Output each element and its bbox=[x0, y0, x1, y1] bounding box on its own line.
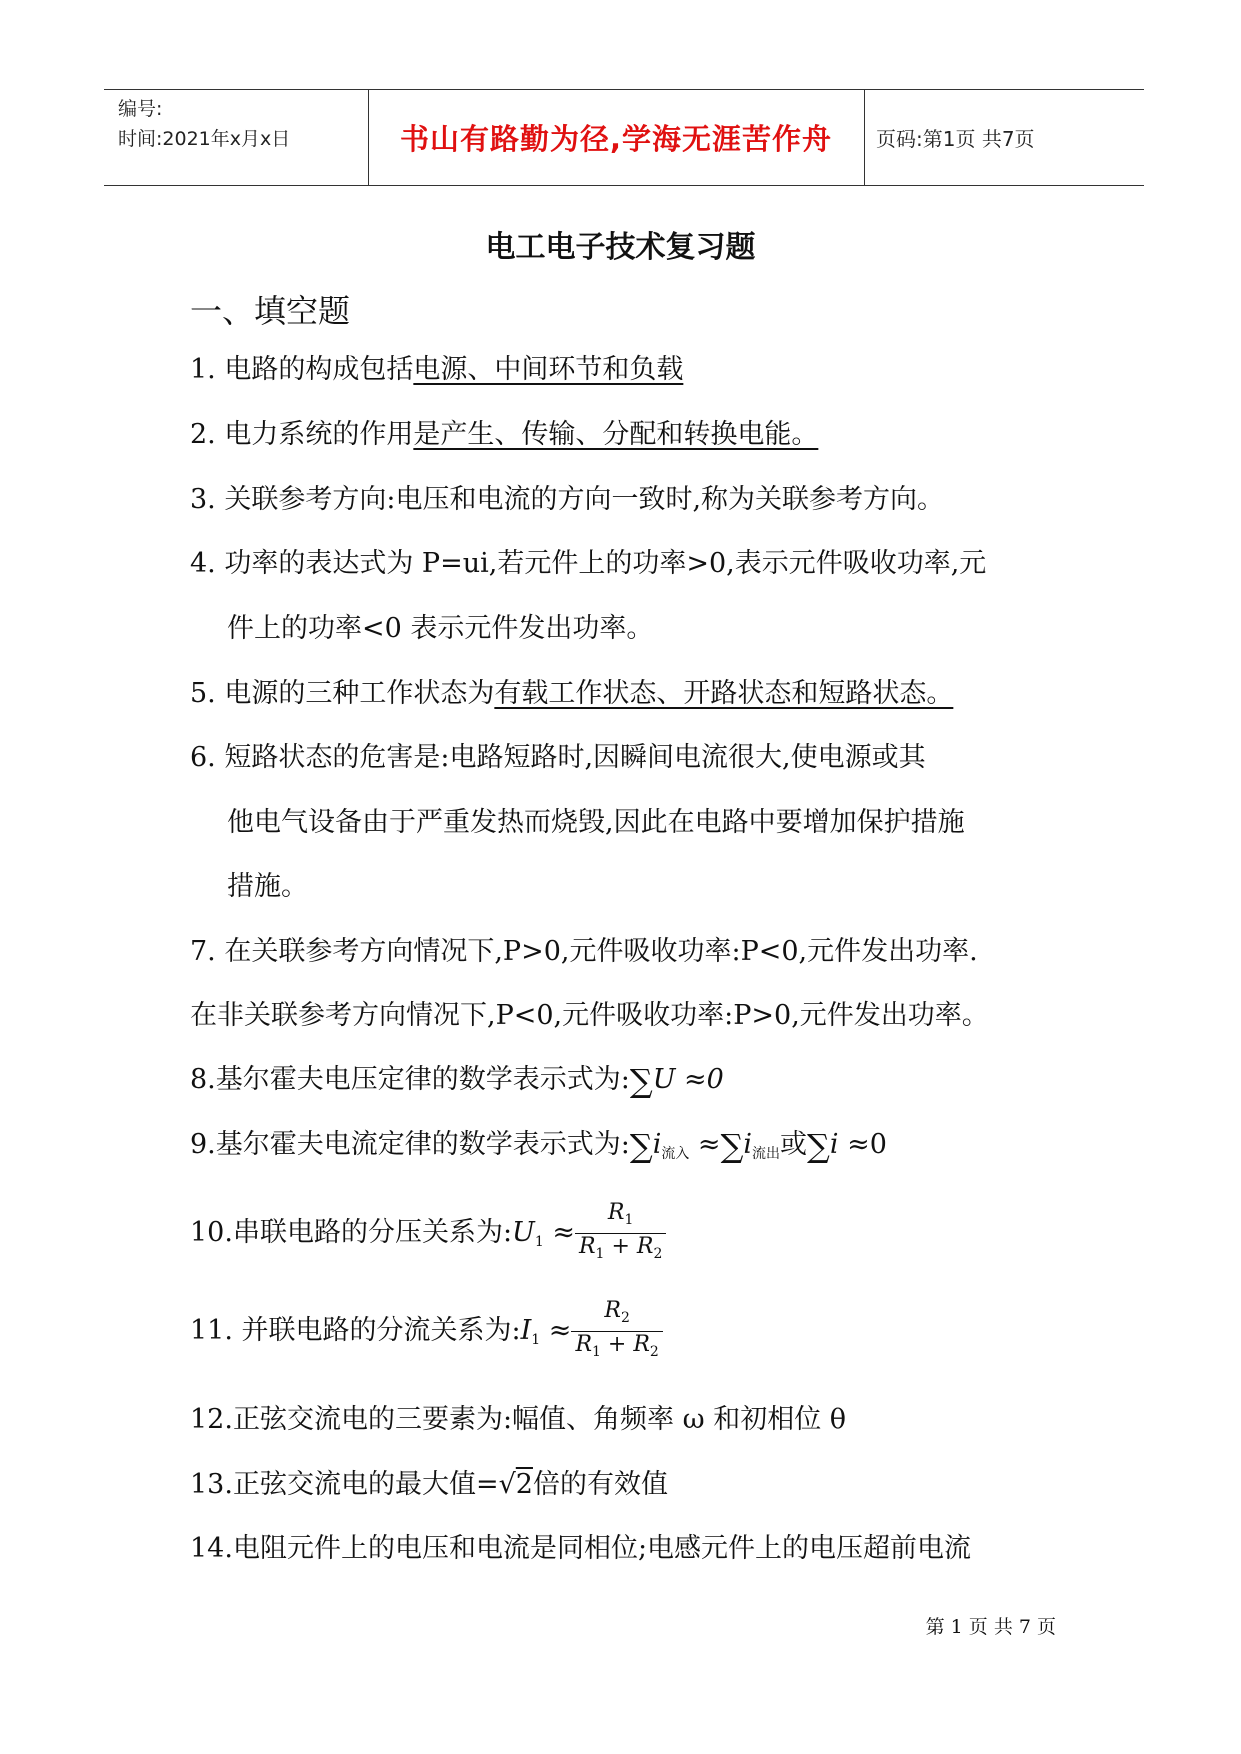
page-title: 电工电子技术复习题 bbox=[485, 230, 756, 265]
question-text: 1. 电路的构成包括 bbox=[190, 354, 414, 385]
formula-lhs: $U_1$ ≈ bbox=[512, 1217, 575, 1250]
question-text: 10.串联电路的分压关系为: bbox=[190, 1217, 513, 1248]
question-9: 9.基尔霍夫电流定律的数学表示式为$:\sum i_{流入} \approx\sum i_{流出}$或∑i ≈0 bbox=[190, 1127, 887, 1165]
header-motto: 书山有路勤为径,学海无涯苦作舟 bbox=[399, 122, 833, 156]
question-12: 12.正弦交流电的三要素为:幅值、角频率 ω 和初相位 θ bbox=[190, 1404, 847, 1435]
header-page-label: 页码:第1页 共7页 bbox=[876, 127, 1035, 151]
or-text: 或 bbox=[780, 1129, 808, 1160]
sum-symbol: ∑ bbox=[629, 1062, 653, 1100]
question-14: 14.电阻元件上的电压和电流是同相位;电感元件上的电压超前电流 bbox=[190, 1533, 972, 1564]
question-5 bbox=[190, 677, 953, 711]
question-text: 11. 并联电路的分流关系为: bbox=[190, 1315, 521, 1346]
time-label: 时间:2021年x月x日 bbox=[118, 128, 291, 150]
question-text: 13.正弦交流电的最大值= bbox=[190, 1469, 499, 1500]
section-title: 一、填空题 bbox=[190, 292, 351, 330]
question-13 bbox=[190, 1468, 668, 1502]
answer-underlined: 有载工作状态、开路状态和短路状态。 bbox=[494, 678, 954, 709]
fraction: $\frac{R_2}{R_1 + R_2}$ bbox=[571, 1298, 662, 1365]
question-text: 9.基尔霍夫电流定律的数学表示式为: bbox=[190, 1129, 630, 1160]
question-text: 8.基尔霍夫电压定律的数学表示式为: bbox=[190, 1064, 630, 1095]
question-text: 倍的有效值 bbox=[532, 1469, 668, 1500]
formula-lhs: $I_1$ ≈ bbox=[520, 1315, 572, 1348]
question-7-line-1: 7. 在关联参考方向情况下,P>0,元件吸收功率:P<0,元件发出功率. bbox=[190, 936, 978, 967]
question-4-line-2: 件上的功率<0 表示元件发出功率。 bbox=[227, 613, 654, 644]
question-11 bbox=[190, 1298, 663, 1370]
question-text: 5. 电源的三种工作状态为 bbox=[190, 678, 495, 709]
subscript-in: 流入 bbox=[661, 1146, 690, 1162]
document-header bbox=[104, 89, 1144, 186]
header-meta bbox=[118, 94, 358, 154]
question-1 bbox=[190, 353, 683, 387]
header-divider bbox=[864, 90, 865, 185]
question-7-line-2: 在非关联参考方向情况下,P<0,元件吸收功率:P>0,元件发出功率。 bbox=[190, 1000, 989, 1031]
number-label: 编号: bbox=[118, 98, 163, 120]
question-6-line-2: 他电气设备由于严重发热而烧毁,因此在电路中要增加保护措施 bbox=[227, 807, 965, 838]
page-footer: 第 1 页 共 7 页 bbox=[925, 1616, 1056, 1638]
question-text: 2. 电力系统的作用 bbox=[190, 419, 414, 450]
question-10 bbox=[190, 1200, 666, 1272]
question-6-line-1: 6. 短路状态的危害是:电路短路时,因瞬间电流很大,使电源或其 bbox=[190, 742, 926, 773]
fraction: $\frac{R_1}{R_1 + R_2}$ bbox=[575, 1200, 666, 1267]
sum-symbol: ∑ bbox=[720, 1127, 744, 1165]
formula: U ≈0 bbox=[652, 1064, 724, 1095]
question-3: 3. 关联参考方向:电压和电流的方向一致时,称为关联参考方向。 bbox=[190, 484, 945, 515]
question-2 bbox=[190, 418, 818, 452]
question-6-line-3: 措施。 bbox=[227, 871, 308, 902]
sqrt2-formula: √2 bbox=[498, 1469, 533, 1500]
sum-symbol: ∑ bbox=[807, 1127, 830, 1165]
question-4-line-1: 4. 功率的表达式为 P=ui,若元件上的功率>0,表示元件吸收功率,元 bbox=[190, 548, 987, 579]
sum-symbol: ∑ bbox=[629, 1127, 653, 1165]
answer-underlined: 电源、中间环节和负载 bbox=[413, 354, 684, 385]
subscript-out: 流出 bbox=[752, 1146, 781, 1162]
answer-underlined: 是产生、传输、分配和转换电能。 bbox=[413, 419, 819, 450]
question-8 bbox=[190, 1063, 724, 1098]
